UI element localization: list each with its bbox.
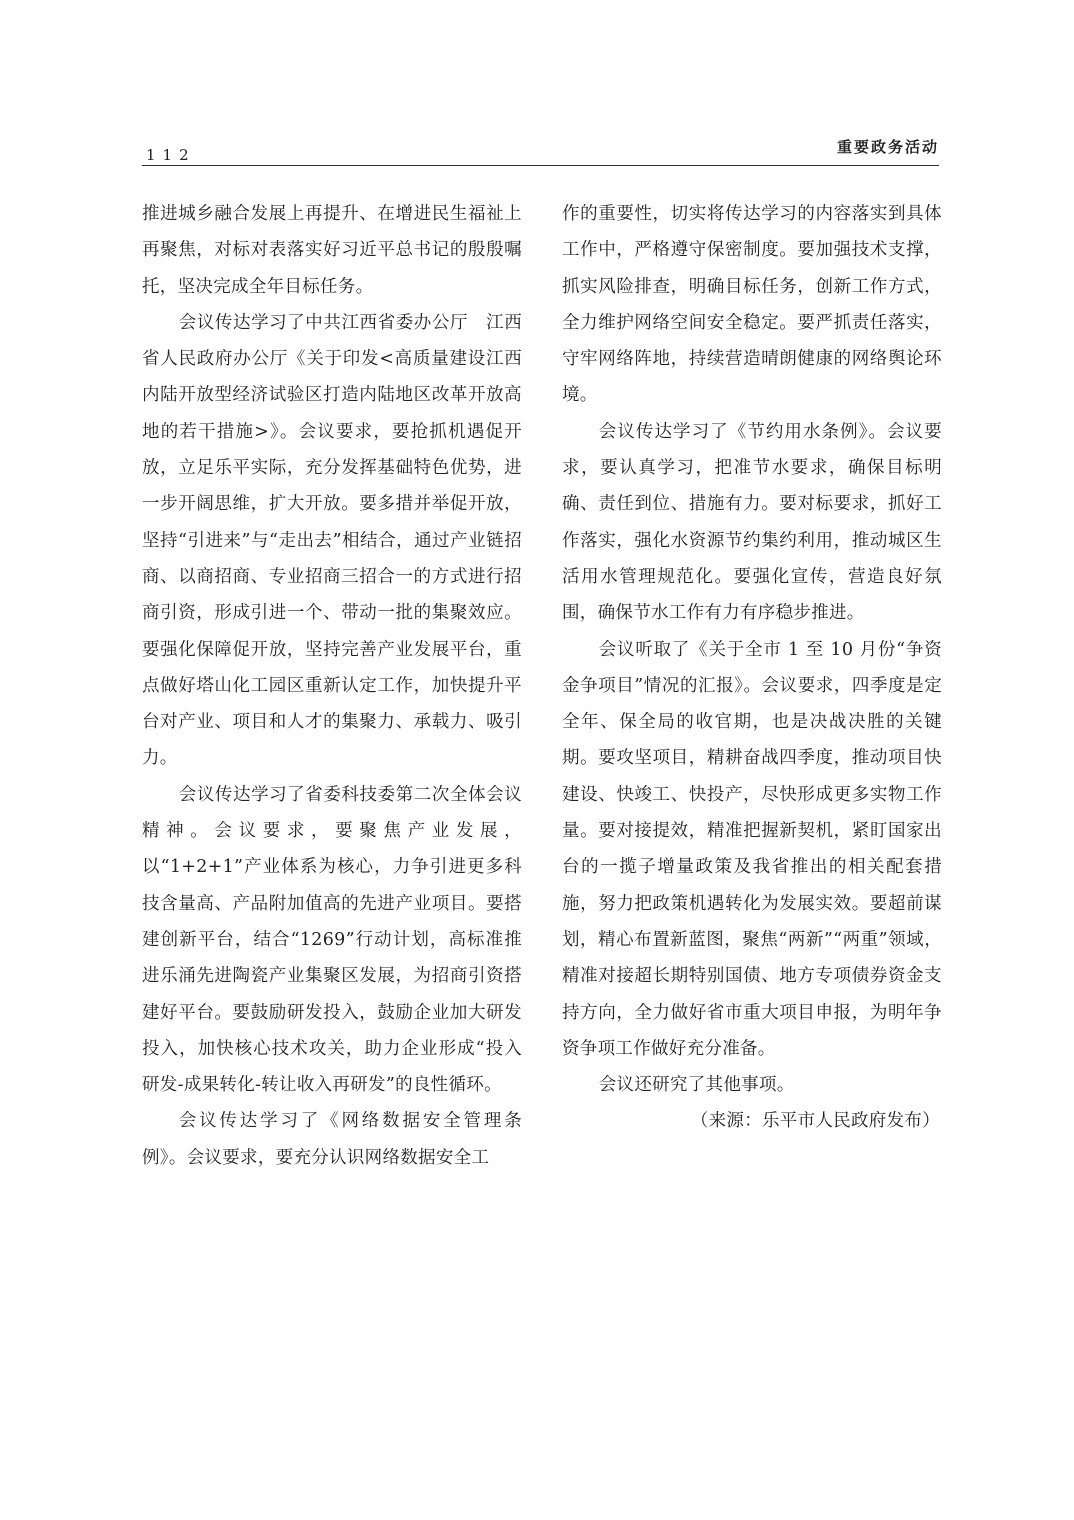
paragraph: 会议还研究了其他事项。 (598, 1075, 795, 1096)
paragraph: 会议传达学习了《网络数据安全管理条例》。会议要求，要充分认识网络数据安全工 (142, 1111, 522, 1168)
header-divider (142, 165, 939, 166)
right-column (562, 196, 942, 1140)
source-attribution: （来源：乐平市人民政府发布） (690, 1111, 940, 1132)
page-number: 112 (146, 146, 196, 164)
paragraph: 作的重要性，切实将传达学习的内容落实到具体工作中，严格遵守保密制度。要加强技术支撑，抓实风险排查，明确目标任务，创新工作方式，全力维护网络空间安全稳定。要严抓责任落实，守牢网络阵地，持续营造晴朗健康的网络舆论环境。 (562, 204, 942, 406)
paragraph: 会议听取了《关于全市 1 至 10 月份“争资金争项目”情况的汇报》。会议要求，四季度是定全年、保全局的收官期，也是决战决胜的关键期。要攻坚项目，精耕奋战四季度，推动项目快建设、快竣工、快投产，尽快形成更多实物工作量。要对接提效，精准把握新契机，紧盯国家出台的一揽子增量政策及我省推出的相关配套措施，努力把政策机遇转化为发展实效。要超前谋划，精心布置新蓝图，聚焦“两新”“两重”领域，精准对接超长期特别国债、地方专项债券资金支持方向，全力做好省市重大项目申报，为明年争资争项工作做好充分准备。 (562, 639, 942, 1059)
left-column (142, 196, 522, 1176)
paragraph: 会议传达学习了《节约用水条例》。会议要求，要认真学习，把准节水要求，确保目标明确、责任到位、措施有力。要对标要求，抓好工作落实，强化水资源节约集约利用，推动城区生活用水管理规范化。要强化宣传，营造良好氛围，确保节水工作有力有序稳步推进。 (562, 421, 942, 624)
page-header (142, 136, 939, 166)
paragraph: 推进城乡融合发展上再提升、在增进民生福祉上再聚焦，对标对表落实好习近平总书记的殷殷嘱托，坚决完成全年目标任务。 (142, 204, 522, 297)
section-title: 重要政务活动 (836, 138, 939, 156)
paragraph: 会议传达学习了省委科技委第二次全体会议精神。会议要求，要聚焦产业发展，以“1+2+1”产业体系为核心，力争引进更多科技含量高、产品附加值高的先进产业项目。要搭建创新平台，结合“1269”行动计划，高标准推进乐涌先进陶瓷产业集聚区发展，为招商引资搭建好平台。要鼓励研发投入，鼓励企业加大研发投入，加快核心技术攻关，助力企业形成“投入研发-成果转化-转让收入再研发”的良性循环。 (142, 784, 522, 1096)
paragraph: 会议传达学习了中共江西省委办公厅 江西省人民政府办公厅《关于印发<高质量建设江西内陆开放型经济试验区打造内陆地区改革开放高地的若干措施>》。会议要求，要抢抓机遇促开放，立足乐平实际，充分发挥基础特色优势，进一步开阔思维，扩大开放。要多措并举促开放，坚持“引进来”与“走出去”相结合，通过产业链招商、以商招商、专业招商三招合一的方式进行招商引资，形成引进一个、带动一批的集聚效应。要强化保障促开放，坚持完善产业发展平台，重点做好塔山化工园区重新认定工作，加快提升平台对产业、项目和人才的集聚力、承载力、吸引力。 (142, 312, 522, 769)
